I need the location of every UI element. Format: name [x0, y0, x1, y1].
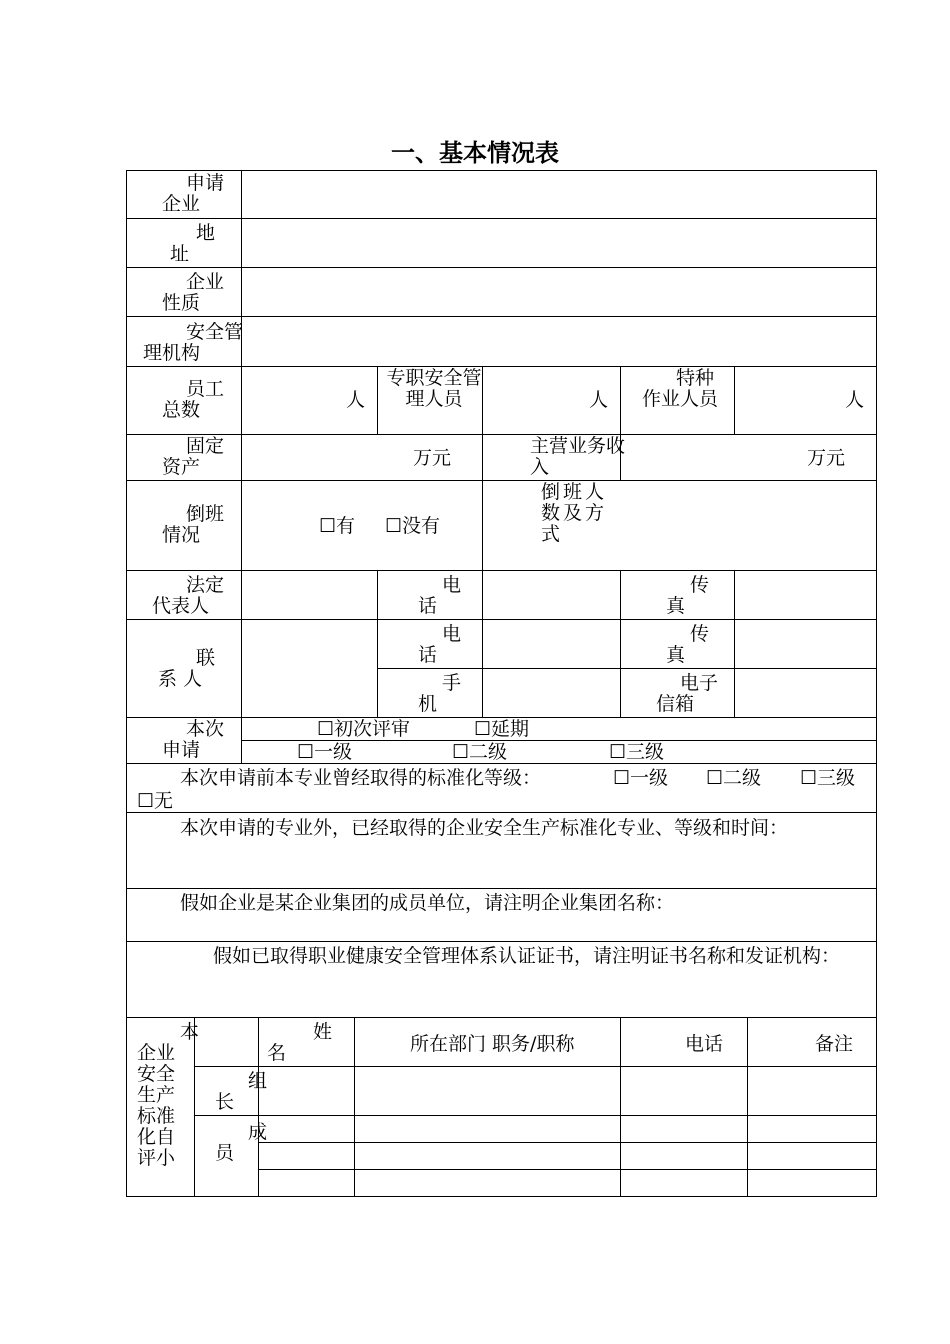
col-divider — [620, 1017, 621, 1197]
table-border-left — [126, 170, 127, 1197]
row-divider — [194, 1115, 877, 1116]
label-fixed-assets: 固定资产 — [162, 435, 225, 478]
col-divider — [747, 1017, 748, 1197]
col-divider — [194, 1017, 195, 1197]
checkbox-have[interactable]: ☐有 — [319, 515, 356, 537]
checkbox-level-2[interactable]: ☐二级 — [452, 741, 508, 763]
label-team-member: 成员 — [215, 1121, 272, 1164]
label-phone-legal: 电话 — [418, 574, 462, 617]
unit-person-safety: 人 — [589, 389, 609, 411]
col-divider — [734, 366, 735, 434]
label-fax-contact: 传真 — [666, 623, 710, 666]
row-divider — [126, 434, 877, 435]
row-divider — [126, 480, 877, 481]
checkbox-prior-level-3[interactable]: ☐三级 — [800, 767, 856, 789]
basic-info-form — [126, 170, 877, 1197]
row-divider — [126, 888, 877, 889]
label-special-operations: 特种作业人员 — [642, 367, 719, 410]
label-address: 地址 — [170, 222, 218, 265]
label-mobile: 手机 — [418, 672, 462, 715]
row-divider — [126, 218, 877, 219]
row-divider — [258, 1142, 877, 1143]
checkbox-prior-none[interactable]: ☐无 — [137, 790, 174, 812]
checkbox-prior-level-1[interactable]: ☐一级 — [613, 767, 669, 789]
col-divider — [482, 366, 483, 570]
label-shift-people-method: 倒班人数及方式 — [541, 481, 608, 545]
checkbox-initial-review[interactable]: ☐初次评审 — [317, 718, 411, 740]
row-divider — [126, 570, 877, 571]
col-divider — [377, 570, 378, 717]
unit-wan-yuan-revenue: 万元 — [807, 447, 846, 469]
label-legal-rep: 法定代表人 — [152, 574, 225, 617]
row-divider — [377, 668, 877, 669]
label-main-revenue: 主营业务收入 — [530, 435, 626, 478]
table-border-top — [126, 170, 877, 171]
label-shift: 倒班情况 — [162, 503, 225, 546]
checkbox-none[interactable]: ☐没有 — [385, 515, 441, 537]
row-divider — [126, 763, 877, 764]
label-self-eval-group: 本企业安全生产标准化自评小 — [137, 1021, 200, 1169]
label-contact: 联系人 — [158, 647, 222, 690]
group-name-text: 假如企业是某企业集团的成员单位，请注明企业集团名称： — [180, 892, 675, 914]
unit-person-special: 人 — [845, 389, 865, 411]
row-divider — [258, 1169, 877, 1170]
unit-wan-yuan-assets: 万元 — [413, 447, 452, 469]
row-divider — [126, 267, 877, 268]
label-total-staff: 员工总数 — [162, 378, 225, 421]
label-enterprise-nature: 企业性质 — [162, 271, 225, 314]
label-email: 电子信箱 — [656, 672, 719, 715]
row-divider — [126, 316, 877, 317]
col-divider — [734, 570, 735, 717]
table-border-right — [876, 170, 877, 1197]
label-this-application: 本次申请 — [162, 718, 225, 761]
col-divider — [354, 1017, 355, 1197]
checkbox-extension[interactable]: ☐延期 — [474, 718, 530, 740]
row-divider — [126, 1017, 877, 1018]
prior-level-text: 本次申请前本专业曾经取得的标准化等级： — [180, 767, 542, 789]
row-divider — [126, 619, 877, 620]
col-divider — [620, 570, 621, 717]
label-full-time-safety: 专职安全管理人员 — [386, 367, 482, 410]
row-divider — [194, 1066, 877, 1067]
row-divider — [126, 366, 877, 367]
page-title: 一、基本情况表 — [391, 139, 559, 167]
header-dept-title: 所在部门 职务/职称 — [410, 1033, 575, 1055]
header-name: 姓名 — [267, 1021, 335, 1064]
checkbox-level-3[interactable]: ☐三级 — [609, 741, 665, 763]
label-phone-contact: 电话 — [418, 623, 462, 666]
row-divider — [126, 812, 877, 813]
header-remark: 备注 — [815, 1033, 854, 1055]
label-team-leader: 组长 — [215, 1070, 272, 1113]
checkbox-prior-level-2[interactable]: ☐二级 — [706, 767, 762, 789]
label-safety-org: 安全管理机构 — [143, 321, 244, 364]
label-fax-legal: 传真 — [666, 574, 710, 617]
label-applicant: 申请企业 — [162, 172, 225, 215]
checkbox-level-1[interactable]: ☐一级 — [297, 741, 353, 763]
row-divider — [126, 941, 877, 942]
table-border-bottom — [126, 1196, 877, 1197]
other-specialties-text: 本次申请的专业外，已经取得的企业安全生产标准化专业、等级和时间： — [180, 817, 789, 839]
col-divider — [482, 570, 483, 717]
col-divider — [377, 366, 378, 434]
header-phone: 电话 — [685, 1033, 724, 1055]
ohs-cert-text: 假如已取得职业健康安全管理体系认证证书，请注明证书名称和发证机构： — [213, 945, 841, 967]
unit-person-total: 人 — [346, 389, 366, 411]
